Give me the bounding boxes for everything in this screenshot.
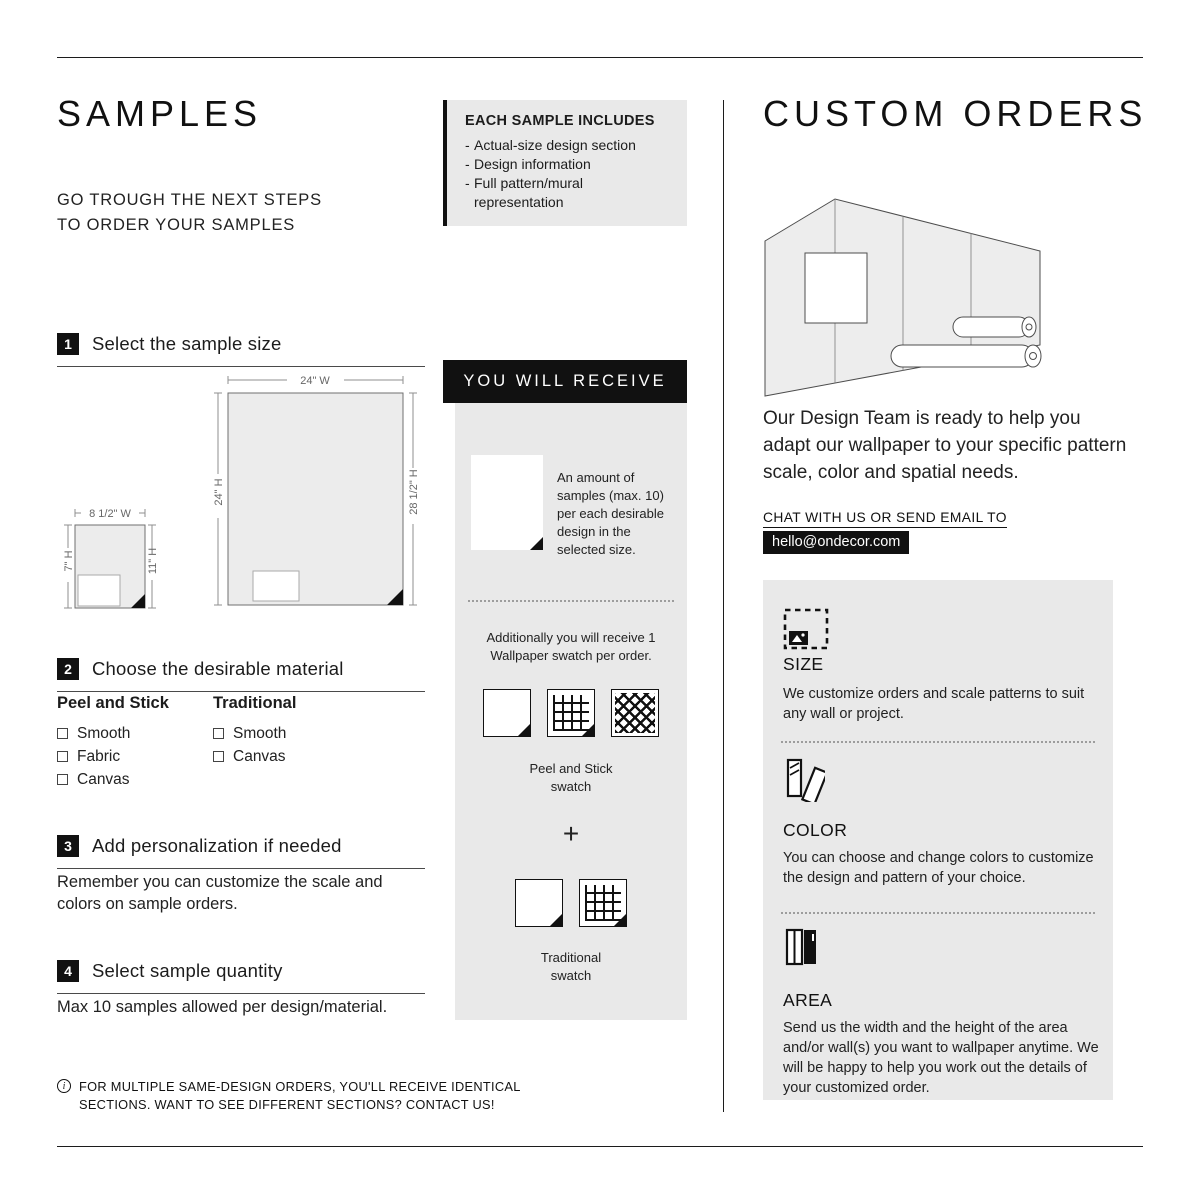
traditional-swatch-row bbox=[455, 879, 687, 927]
custom-orders-intro: Our Design Team is ready to help you adapt our wallpaper to your specific pattern scale, color and spatial needs. bbox=[763, 408, 1127, 483]
traditional-swatch-label: Traditional swatch bbox=[540, 950, 602, 983]
samples-title: SAMPLES bbox=[57, 93, 263, 134]
custom-orders-panel bbox=[763, 580, 1113, 1100]
samples-subtitle: GO TROUGH THE NEXT STEPS TO ORDER YOUR SAMPLES bbox=[57, 191, 322, 234]
window-frame bbox=[805, 253, 867, 323]
each-sample-includes-box bbox=[443, 100, 687, 226]
dotted-divider bbox=[468, 600, 674, 602]
wallpaper-roll-icon bbox=[953, 317, 1036, 337]
small-width-label: 8 1/2" W bbox=[89, 508, 131, 520]
small-height-right-label: 11" H bbox=[147, 547, 159, 575]
top-rule bbox=[57, 57, 1143, 58]
peel-and-stick-swatch-label: Peel and Stick swatch bbox=[529, 761, 613, 794]
includes-item: - Actual-size design section bbox=[465, 136, 673, 155]
material-option: Smooth bbox=[57, 722, 169, 745]
checkbox-icon bbox=[57, 774, 68, 785]
step-number-badge: 4 bbox=[57, 960, 79, 982]
custom-orders-title: CUSTOM ORDERS bbox=[763, 93, 1148, 134]
feature-name-size: SIZE bbox=[783, 654, 824, 674]
material-column-traditional bbox=[213, 694, 296, 768]
info-icon: i bbox=[57, 1079, 71, 1093]
material-option: Canvas bbox=[57, 768, 169, 791]
small-height-left-label: 7" H bbox=[63, 550, 75, 572]
swatch-crosshatch-pattern-icon bbox=[611, 689, 659, 737]
you-will-receive-header: YOU WILL RECEIVE bbox=[443, 360, 687, 403]
feature-text-size: We customize orders and scale patterns to suit any wall or project. bbox=[783, 686, 1085, 722]
large-height-left-label: 24" H bbox=[213, 478, 225, 506]
includes-item: - Design information bbox=[465, 155, 673, 174]
material-option: Canvas bbox=[213, 745, 296, 768]
checkbox-icon bbox=[57, 751, 68, 762]
dotted-divider bbox=[781, 912, 1095, 914]
material-column-peel-and-stick bbox=[57, 694, 169, 791]
column-divider bbox=[723, 100, 724, 1112]
feature-text-area: Send us the width and the height of the area and/or wall(s) you want to wallpaper anytime. We will be happy to help you work out the details of your customized order. bbox=[783, 1020, 1099, 1096]
peel-and-stick-swatch-row bbox=[455, 689, 687, 737]
folded-corner-icon bbox=[614, 914, 626, 926]
size-diagram bbox=[57, 372, 427, 612]
swatch-blank-icon bbox=[515, 879, 563, 927]
step-number-badge: 2 bbox=[57, 658, 79, 680]
checkbox-icon bbox=[213, 728, 224, 739]
swatch-grid-pattern-icon bbox=[579, 879, 627, 927]
plus-icon: + bbox=[562, 818, 580, 849]
email-address[interactable]: hello@ondecor.com bbox=[763, 531, 909, 554]
wallpaper-roll-icon bbox=[891, 345, 1041, 367]
house-illustration bbox=[763, 195, 1043, 402]
material-title: Peel and Stick bbox=[57, 694, 169, 712]
checkbox-icon bbox=[213, 751, 224, 762]
you-will-receive-panel bbox=[455, 403, 687, 1020]
step-3-personalization bbox=[57, 835, 425, 869]
step-label: Add personalization if needed bbox=[92, 835, 342, 856]
swatch-blank-icon bbox=[483, 689, 531, 737]
step-4-quantity bbox=[57, 960, 425, 994]
step-1-select-size bbox=[57, 333, 425, 367]
step-2-choose-material bbox=[57, 658, 425, 692]
folded-corner-icon bbox=[550, 914, 562, 926]
folded-corner-icon bbox=[518, 724, 530, 736]
step-label: Select the sample size bbox=[92, 333, 282, 354]
large-width-label: 24" W bbox=[300, 375, 330, 387]
step-4-description: Max 10 samples allowed per design/material. bbox=[57, 998, 388, 1016]
folded-corner-icon bbox=[582, 724, 594, 736]
material-option: Fabric bbox=[57, 745, 169, 768]
swatch-grid-pattern-icon bbox=[547, 689, 595, 737]
additional-swatch-text: Additionally you will receive 1 Wallpaper swatch per order. bbox=[486, 630, 656, 664]
includes-title: EACH SAMPLE INCLUDES bbox=[465, 113, 655, 129]
feature-text-color: You can choose and change colors to customize the design and pattern of your choice. bbox=[783, 850, 1094, 886]
sample-sheet-icon bbox=[471, 455, 543, 550]
includes-item: - Full pattern/mural representation bbox=[465, 174, 673, 212]
footnote bbox=[57, 1078, 547, 1114]
large-height-right-label: 28 1/2" H bbox=[408, 469, 420, 515]
wall-area-icon bbox=[783, 926, 825, 970]
folded-corner-icon bbox=[530, 537, 543, 550]
dotted-divider bbox=[781, 741, 1095, 743]
chat-with-us-label: CHAT WITH US OR SEND EMAIL TO bbox=[763, 510, 1007, 528]
feature-name-area: AREA bbox=[783, 990, 833, 1010]
step-label: Choose the desirable material bbox=[92, 658, 344, 679]
samples-amount-text: An amount of samples (max. 10) per each desirable design in the selected size. bbox=[557, 470, 664, 557]
checkbox-icon bbox=[57, 728, 68, 739]
step-number-badge: 1 bbox=[57, 333, 79, 355]
step-number-badge: 3 bbox=[57, 835, 79, 857]
material-title: Traditional bbox=[213, 694, 297, 712]
bottom-rule bbox=[57, 1146, 1143, 1147]
step-label: Select sample quantity bbox=[92, 960, 283, 981]
feature-name-color: COLOR bbox=[783, 820, 848, 840]
image-size-icon bbox=[783, 608, 829, 650]
material-option: Smooth bbox=[213, 722, 296, 745]
footnote-text: FOR MULTIPLE SAME-DESIGN ORDERS, YOU'LL RECEIVE IDENTICAL SECTIONS. WANT TO SEE DIFFERENT SECTIONS? CONTACT US! bbox=[79, 1079, 521, 1112]
color-swatches-icon bbox=[783, 756, 825, 802]
step-3-description: Remember you can customize the scale and colors on sample orders. bbox=[57, 873, 383, 914]
